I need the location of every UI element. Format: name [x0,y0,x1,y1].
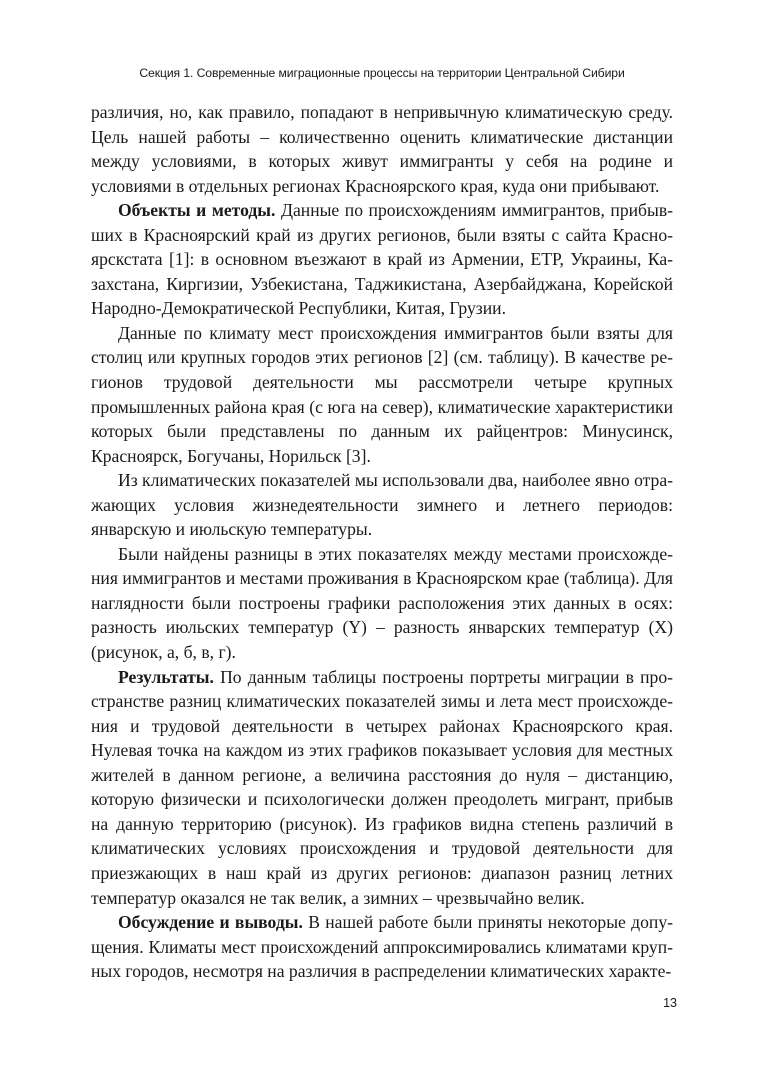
paragraph-continuation [91,100,673,198]
paragraph-text: По данным таблицы построены портреты миграции в пространстве разниц климатических показателей зимы и лета мест происхождения и трудовой деятельности в четырех районах Красноярского края. Нулевая точка на каждом из этих графиков показывает условия для местных жителей в данном регионе, а величина расстояния до нуля – дистанцию, которую физически и психологически должен преодолеть мигрант, прибыв на данную территорию (рисунок). Из графиков видна степень различий в климатических условиях происхождения и трудовой деятельности для приезжающих в наш край из других регионов: диапазон разниц летних температур оказался не так велик, а зимних – чрезвычайно велик. [91,666,673,908]
paragraph-text: Из климатических показателей мы использовали два, наиболее явно отражающих условия жизнедеятельности зимнего и летнего периодов: январскую и июльскую температуры. [91,470,674,540]
section-heading-objects-methods: Объекты и методы. [118,200,276,221]
paragraph-text: различия, но, как правило, попадают в непривычную климатическую среду. Цель нашей работы – количественно оценить климатические дистанции между условиями, в которых живут иммигранты у себя на родине и условиями в отдельных регионах Красноярского края, куда они прибывают. [91,102,673,196]
section-heading-discussion: Обсуждение и выводы. [118,912,303,933]
page-number: 13 [663,996,677,1010]
paragraph-text: В нашей работе были приняты некоторые допущения. Климаты мест происхождений аппроксимировались климатами крупных городов, несмотря на различия в распределении климатических характе- [91,912,673,982]
section-heading-results: Результаты. [118,666,214,687]
paragraph-text: Данные по климату мест происхождения иммигрантов были взяты для столиц или крупных городов этих регионов [2] (см. таблицу). В качестве регионов трудовой деятельности мы рассмотрели четыре крупных промышленных района края (с юга на север), климатические характеристики которых были представлены по данным их райцентров: Минусинск, Красноярск, Богучаны, Норильск [3]. [91,322,673,466]
paragraph-text: Данные по происхождениям иммигрантов, прибывших в Красноярский край из других регионов, были взяты с сайта Красноярскстата [1]: в основном въезжают в край из Армении, ЕТР, Украины, Казахстана, Киргизии, Узбекистана, Таджикистана, Азербайджана, Корейской Народно-Демократической Республики, Китая, Грузии. [91,200,673,319]
paragraph-indicators [91,468,673,542]
paragraph-discussion [91,910,673,984]
paragraph-objects-methods [91,198,673,321]
paragraph-differences [91,542,673,665]
paragraph-text: Были найдены разницы в этих показателях между местами происхождения иммигрантов и местами проживания в Красноярском крае (таблица). Для наглядности были построены графики расположения этих данных в осях: разность июльских температур (Y) – разность январских температур (X) (рисунок, а, б, в, г). [91,543,673,663]
running-header: Секция 1. Современные миграционные процессы на территории Центральной Сибири [139,66,625,80]
paragraph-results [91,665,673,910]
paragraph-climate-data [91,321,673,468]
body-text [91,100,673,984]
